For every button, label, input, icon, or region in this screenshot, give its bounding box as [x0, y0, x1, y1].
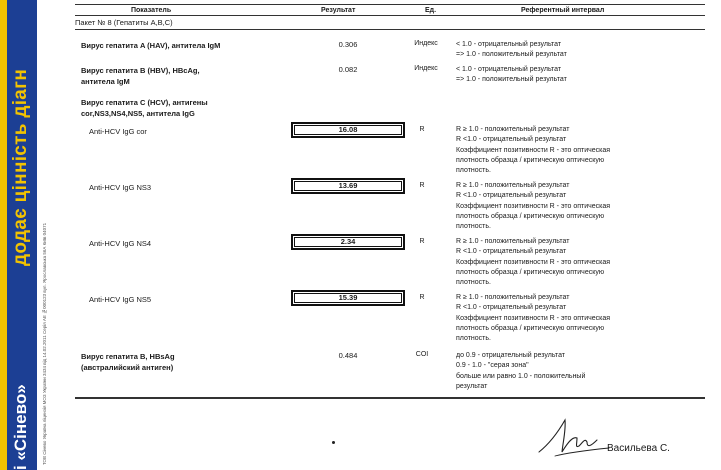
- row-ns5-unit: R: [419, 294, 425, 301]
- row-ns3-reference: [456, 181, 656, 232]
- ref-line: Коэффициент позитивности R - это оптическая: [456, 258, 611, 266]
- report-bottom-rule: [75, 397, 705, 399]
- ref-line: R <1.0 - отрицательный результат: [456, 192, 567, 200]
- ref-line: R ≥ 1.0 - положительный результат: [456, 294, 570, 301]
- ref-line: => 1.0 - положительный результат: [456, 51, 567, 59]
- row-ns4-result: 2.34: [291, 234, 405, 250]
- ref-line: R <1.0 - отрицательный результат: [456, 304, 567, 312]
- ref-line: R ≥ 1.0 - положительный результат: [456, 126, 570, 133]
- row-hav-reference: [456, 40, 656, 61]
- ref-line: больше или равно 1.0 - положительный: [456, 372, 586, 380]
- header-indicator: Показатель: [131, 7, 172, 14]
- row-hbv-name-line: антитела IgM: [81, 77, 130, 86]
- ref-line: результат: [456, 382, 488, 390]
- row-hav-name: Вирус гепатита A (HAV), антитела IgM: [81, 41, 221, 50]
- row-hbsag-result: 0.484: [338, 351, 358, 360]
- brand-sidebar: [0, 0, 58, 470]
- ref-line: Коэффициент позитивности R - это оптическая: [456, 314, 611, 322]
- ref-line: R <1.0 - отрицательный результат: [456, 136, 567, 144]
- row-ns4-name: Anti-HCV IgG NS4: [89, 239, 152, 248]
- row-hbv-name: [81, 65, 200, 87]
- handwritten-signature: [535, 412, 615, 460]
- lab-report: [75, 0, 721, 470]
- header-result: Результат: [321, 7, 356, 14]
- row-ns5-reference: [456, 293, 656, 344]
- row-hbsag-name-line: Вирус гепатита B, HBsAg: [81, 352, 175, 361]
- stray-dot: [332, 441, 335, 444]
- header-divider: [75, 29, 705, 30]
- header-reference: Референтный интервал: [521, 7, 605, 14]
- row-hbsag-unit: COI: [415, 351, 429, 358]
- table-header: [75, 4, 705, 16]
- row-cor-name: Anti-HCV IgG cor: [89, 127, 147, 136]
- ref-line: плотность.: [456, 335, 491, 343]
- sidebar-tagline: додає цінність діагн: [10, 68, 31, 266]
- sidebar-fine-print: ТОВ Сінево Україна ліцензія МОЗ України 3434 від 14.02.2011 Серія АЕ №000123 вул. Ярославська 56А Київ 04071: [42, 222, 47, 465]
- row-ns5-result: 15.39: [291, 290, 405, 306]
- row-hbv-result: 0.082: [338, 65, 358, 74]
- row-hbsag-name: [81, 351, 175, 373]
- row-cor-result: 16.08: [291, 122, 405, 138]
- row-ns5-name: Anti-HCV IgG NS5: [89, 295, 152, 304]
- row-ns3-name: Anti-HCV IgG NS3: [89, 183, 152, 192]
- ref-line: < 1.0 - отрицательный результат: [456, 41, 562, 48]
- header-unit: Ед.: [425, 7, 437, 14]
- row-hbv-unit: Индекс: [414, 65, 438, 72]
- row-ns4-reference: [456, 237, 656, 288]
- ref-line: R ≥ 1.0 - положительный результат: [456, 182, 570, 189]
- row-cor-unit: R: [419, 126, 425, 133]
- ref-line: плотность образца / критическую оптическую: [456, 156, 605, 164]
- ref-line: плотность образца / критическую оптическую: [456, 212, 605, 220]
- row-hcv-group-name: [81, 97, 208, 119]
- ref-line: плотность.: [456, 223, 491, 231]
- row-hcv-name-line: Вирус гепатита C (HCV), антигены: [81, 98, 208, 107]
- row-hbsag-name-line: (австралийский антиген): [81, 363, 174, 372]
- ref-line: плотность образца / критическую оптическую: [456, 324, 605, 332]
- panel-title: Пакет № 8 (Гепатиты A,B,C): [75, 18, 173, 27]
- sidebar-brand-name: і «Сінево»: [11, 384, 30, 470]
- row-hbv-reference: [456, 65, 656, 86]
- row-hbsag-reference: [456, 351, 656, 392]
- ref-line: => 1.0 - положительный результат: [456, 76, 567, 84]
- ref-line: Коэффициент позитивности R - это оптическая: [456, 146, 611, 154]
- ref-line: Коэффициент позитивности R - это оптическая: [456, 202, 611, 210]
- row-hcv-name-line: cor,NS3,NS4,NS5, антитела IgG: [81, 109, 195, 118]
- ref-line: < 1.0 - отрицательный результат: [456, 66, 562, 73]
- sidebar-yellow-stripe: [0, 0, 7, 470]
- row-hbv-name-line: Вирус гепатита B (HBV), HBcAg,: [81, 66, 200, 75]
- ref-line: R ≥ 1.0 - положительный результат: [456, 238, 570, 245]
- signer-name: Васильева С.: [607, 443, 670, 454]
- row-hav-unit: Индекс: [414, 40, 438, 47]
- ref-line: до 0.9 - отрицательный результат: [456, 352, 566, 359]
- row-ns3-result: 13.69: [291, 178, 405, 194]
- row-ns3-unit: R: [419, 182, 425, 189]
- ref-line: плотность.: [456, 167, 491, 175]
- ref-line: плотность.: [456, 279, 491, 287]
- ref-line: плотность образца / критическую оптическую: [456, 268, 605, 276]
- row-hav-result: 0.306: [338, 40, 358, 49]
- ref-line: R <1.0 - отрицательный результат: [456, 248, 567, 256]
- row-cor-reference: [456, 125, 656, 176]
- ref-line: 0.9 - 1.0 - "серая зона": [456, 362, 529, 370]
- row-ns4-unit: R: [419, 238, 425, 245]
